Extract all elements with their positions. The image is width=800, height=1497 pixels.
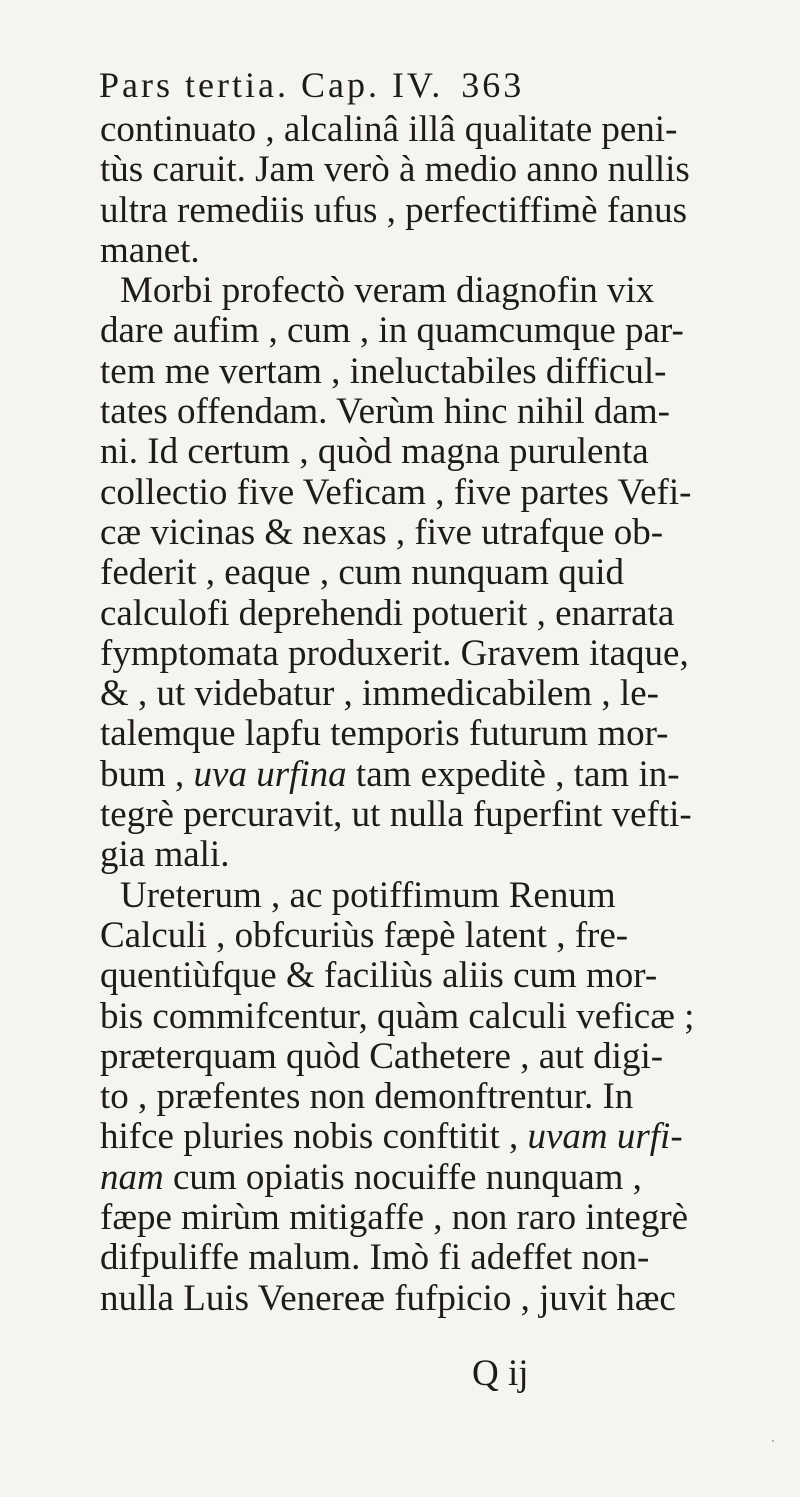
page-edge-mark [772, 1440, 774, 1442]
text-line-with-italic: hifce pluries nobis conftitit , uvam urfi- [100, 1116, 683, 1158]
text-line: tùs caruit. Jam verò à medio anno nullis [100, 149, 690, 191]
page-number: 363 [461, 65, 525, 105]
text-line: & , ut videbatur , immedicabilem , le- [100, 673, 659, 715]
text-line: ni. Id certum , quòd magna purulenta [100, 431, 649, 473]
text-line: tates offendam. Verùm hinc nihil dam- [100, 391, 670, 433]
text-line: tegrè percuravit, ut nulla fuperfint vefti- [100, 794, 692, 836]
text-line: federit , eaque , cum nunquam quid [100, 552, 624, 594]
text-line: ultra remediis ufus , perfectiffimè fanus [100, 189, 687, 231]
text-line: dare aufim , cum , in quamcumque par- [100, 310, 684, 352]
text-line-with-italic: nam cum opiatis nocuiffe nunquam , [100, 1156, 642, 1198]
text-line: difpuliffe malum. Imò fi adeffet non- [100, 1237, 650, 1279]
text-line: nulla Luis Venereæ fufpicio , juvit hæc [100, 1277, 676, 1319]
text-line: collectio five Veficam , five partes Vefi- [100, 471, 692, 513]
text-line: fymptomata produxerit. Gravem itaque, [100, 632, 689, 674]
text-line: to , præfentes non demonftrentur. In [100, 1076, 634, 1118]
italic-term: uva urfina [193, 753, 347, 795]
paragraph-start-line: Ureterum , ac potiffimum Renum [120, 874, 616, 916]
body-text [100, 110, 750, 1319]
text-line: Calculi , obfcuriùs fæpè latent , fre- [100, 914, 629, 956]
text-line: continuato , alcalinâ illâ qualitate peni- [100, 109, 678, 150]
text-line-with-italic: bum , uva urfina tam expeditè , tam in- [100, 753, 680, 795]
text-line: manet. [100, 229, 200, 271]
text-line: talemque lapfu temporis futurum mor- [100, 713, 669, 755]
text-line: gia mali. [100, 834, 230, 876]
italic-term: nam [100, 1156, 164, 1198]
italic-term: uvam urfi- [527, 1116, 683, 1158]
paragraph-start-line: Morbi profectò veram diagnofin vix [120, 270, 655, 312]
running-head [99, 64, 699, 104]
text-line: cæ vicinas & nexas , five utrafque ob- [100, 511, 664, 553]
text-line: tem me vertam , ineluctabiles difficul- [100, 350, 667, 392]
text-line: quentiùfque & faciliùs aliis cum mor- [100, 955, 658, 997]
text-line: fæpe mirùm mitigaffe , non raro integrè [100, 1197, 689, 1239]
running-head-title: Pars tertia. Cap. IV. [99, 65, 444, 105]
signature-mark: Q ij [472, 1353, 529, 1394]
text-line: calculofi deprehendi potuerit , enarrata [100, 592, 675, 634]
text-line: bis commifcentur, quàm calculi veficæ ; [100, 995, 695, 1037]
text-line: præterquam quòd Cathetere , aut digi- [100, 1035, 664, 1077]
